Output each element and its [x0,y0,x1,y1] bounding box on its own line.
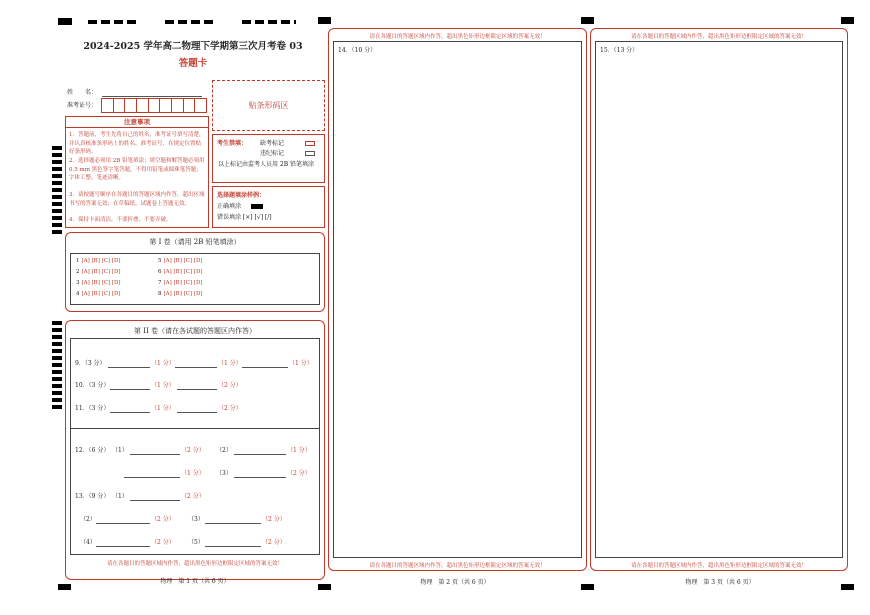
id-field[interactable] [101,98,207,113]
absent-checkbox[interactable] [305,141,315,146]
section1-title: 第 I 卷（请用 2B 铅笔填涂） [149,238,241,246]
notice-item: 4．保持卡面清洁，不要折叠、不要弄破。 [69,217,172,223]
page1-warning: 请在各题目的答题区域内作答，超出黑色矩形边框限定区域的答案无效！ [106,561,283,567]
forbidden-note: 以上标记由监考人员用 2B 铅笔填涂 [218,161,315,168]
q13-sub-1: （1） [112,493,128,500]
timing-mark [58,18,72,25]
q12-blank-1[interactable] [130,447,180,455]
page3-footer: 物理 第 3 页（共 6 页） [685,579,755,586]
section2-divider [70,428,320,429]
page2-footer: 物理 第 2 页（共 6 页） [420,579,490,586]
timing-mark [318,584,331,590]
notice-title: 注意事项 [65,117,209,128]
q15-number: 15．（13 分） [600,47,639,54]
forbidden-title: 考生禁填： [217,140,248,147]
q11-blank-2[interactable] [177,405,217,413]
sample-correct: 正确填涂 [217,203,242,210]
q12-blank-3[interactable] [124,470,180,478]
sample-wrong: 错误填涂 [×] [√] [/] [217,214,272,221]
q9-blank-3[interactable] [242,360,288,368]
absent-label: 缺考标记 [260,140,285,147]
q13-points-4: （2 分） [151,539,175,546]
q9-blank-2[interactable] [175,360,217,368]
mc-row-4[interactable]: 4 [A] [B] [C] [D] [76,291,121,297]
q10-points-2: （2 分） [218,382,242,389]
q11-points-1: （1 分） [151,405,175,412]
q12-points-3: （1 分） [181,470,205,477]
page1-footer: 物理 第 1 页（共 6 页） [160,578,230,585]
timing-mark [242,20,296,24]
filled-mark-icon [251,204,263,209]
side-timing-bars [52,321,62,412]
q13-blank-1[interactable] [130,493,180,501]
mc-row-2[interactable]: 2 [A] [B] [C] [D] [76,269,121,275]
name-field[interactable] [102,96,202,97]
q9-number: 9．（3 分） [75,360,106,367]
page3-warning-top: 请在各题目的答题区域内作答，超出黑色矩形边框限定区域的答案无效！ [630,34,807,40]
timing-mark [581,584,594,590]
notice-item: 2．选择题必须用 2B 铅笔填涂；填空题和解答题必须用 0.5 mm 黑色签字笔答题，不得用铅笔或圆珠笔答题；字体工整、笔迹清晰。 [69,158,205,182]
page2-answer-area[interactable] [333,41,582,558]
violation-label: 违纪标记 [260,150,285,157]
q13-sub-2: （2） [80,516,96,523]
q13-points-1: （2 分） [181,493,205,500]
q13-number: 13．（9 分） [75,493,110,500]
q12-points-4: （2 分） [287,470,311,477]
page3-answer-area[interactable] [595,41,843,558]
q12-sub-2: （2） [216,447,232,454]
q9-points-2: （1 分） [218,360,242,367]
q12-points-2: （1 分） [287,447,311,454]
q12-number: 12．（6 分） [75,447,110,454]
mc-row-7[interactable]: 7 [A] [B] [C] [D] [158,280,203,286]
q10-blank-2[interactable] [177,382,217,390]
q13-points-5: （2 分） [262,539,286,546]
q10-blank-1[interactable] [110,382,150,390]
timing-mark [841,17,854,24]
q14-number: 14．（10 分） [338,47,377,54]
q9-points-1: （1 分） [151,360,175,367]
q12-points-1: （2 分） [181,447,205,454]
mc-row-6[interactable]: 6 [A] [B] [C] [D] [158,269,203,275]
name-label: 姓 名： [67,89,98,96]
q13-blank-5[interactable] [205,539,261,547]
barcode-area [212,80,325,131]
exam-title: 2024-2025 学年高二物理下学期第三次月考卷 03 [83,41,303,52]
section2-title: 第 II 卷（请在各试题的答题区内作答） [134,327,256,335]
exam-subtitle: 答题卡 [178,58,208,69]
q12-blank-2[interactable] [234,447,286,455]
q13-points-3: （2 分） [262,516,286,523]
id-label: 准考证号： [67,102,98,109]
timing-mark [88,20,140,24]
q13-points-2: （2 分） [151,516,175,523]
q13-sub-3: （3） [188,516,204,523]
q10-number: 10．（3 分） [75,382,110,389]
q9-points-3: （1 分） [289,360,313,367]
page2-warning-top: 请在各题目的答题区域内作答，超出黑色矩形边框限定区域的答案无效！ [369,34,546,40]
q13-sub-5: （5） [188,539,204,546]
q12-sub-3: （3） [216,470,232,477]
page2-warning-bottom: 请在各题目的答题区域内作答，超出黑色矩形边框限定区域的答案无效！ [369,563,546,569]
q9-blank-1[interactable] [108,360,150,368]
q13-blank-2[interactable] [96,516,150,524]
violation-checkbox[interactable] [305,151,315,156]
sample-title: 选择题填涂样例： [217,192,266,199]
side-timing-bars [52,146,62,237]
mc-row-5[interactable]: 5 [A] [B] [C] [D] [158,258,203,264]
timing-mark [318,17,331,24]
mc-row-1[interactable]: 1 [A] [B] [C] [D] [76,258,121,264]
q13-blank-3[interactable] [205,516,261,524]
q12-sub-1: （1） [112,447,128,454]
notice-item: 3．请按题号顺序在各题目的答题区域内作答，超出区域书写的答案无效；在草稿纸、试题卷上答题无效。 [69,192,205,207]
q11-blank-1[interactable] [110,405,150,413]
timing-mark [58,584,71,590]
barcode-area-label: 贴条形码区 [248,101,289,110]
timing-mark [581,17,594,24]
q13-sub-4: （4） [80,539,96,546]
q11-points-2: （2 分） [218,405,242,412]
mc-row-8[interactable]: 8 [A] [B] [C] [D] [158,291,203,297]
q10-points-1: （1 分） [151,382,175,389]
mc-row-3[interactable]: 3 [A] [B] [C] [D] [76,280,121,286]
q12-blank-4[interactable] [234,470,286,478]
timing-mark [841,584,854,590]
q11-number: 11．（3 分） [75,405,110,412]
notice-item: 1．答题前，考生先将自己的姓名，准考证号填写清楚，并认真核准条形码上的姓名、准考证号，在规定位置贴好条形码。 [69,132,205,156]
q13-blank-4[interactable] [96,539,150,547]
page3-warning-bottom: 请在各题目的答题区域内作答，超出黑色矩形边框限定区域的答案无效！ [630,563,807,569]
timing-mark [165,20,217,24]
